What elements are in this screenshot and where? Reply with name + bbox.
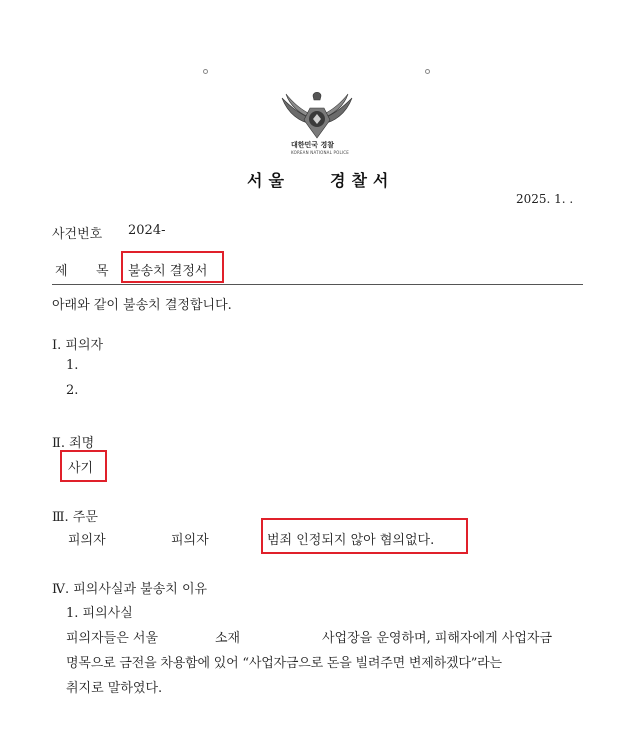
case-number-value: 2024- (128, 223, 166, 238)
subject-label-part2: 목 (96, 264, 109, 279)
section-1-heading: Ⅰ. 피의자 (52, 338, 104, 353)
document-date: 2025. 1. . (516, 192, 574, 206)
office-name-right: 경찰서 (330, 171, 395, 190)
highlight-box-charge (60, 450, 107, 482)
allegation-line-1b: 소재 (215, 631, 241, 646)
suspect-item-1: 1. (66, 358, 79, 373)
ruling-suspect-1: 피의자 (68, 533, 106, 548)
charge-value: 사기 (68, 461, 94, 476)
allegation-subheading: 1. 피의사실 (66, 606, 133, 621)
allegation-line-2: 명목으로 금전을 차용함에 있어 “사업자금으로 돈을 빌려주면 변제하겠다”라는 (66, 656, 502, 671)
emblem-english-text: KOREAN NATIONAL POLICE (291, 150, 349, 155)
office-name-left: 서울 (247, 171, 290, 190)
police-emblem-icon (280, 88, 354, 142)
ruling-text: 범죄 인정되지 않아 혐의없다. (267, 533, 435, 548)
divider-line (52, 284, 583, 285)
intro-text: 아래와 같이 불송치 결정합니다. (52, 298, 232, 313)
subject-label-part1: 제 (55, 264, 68, 279)
allegation-line-1c: 사업장을 운영하며, 피해자에게 사업자금 (322, 631, 553, 646)
case-number-label: 사건번호 (52, 227, 103, 242)
emblem-korean-text: 대한민국 경찰 (291, 141, 335, 149)
section-4-heading: Ⅳ. 피의사실과 불송치 이유 (52, 582, 208, 597)
highlight-box-ruling (261, 518, 468, 554)
highlight-box-subject (121, 251, 224, 283)
allegation-line-1a: 피의자들은 서울 (66, 631, 159, 646)
punch-dot-left (203, 69, 208, 74)
section-3-heading: Ⅲ. 주문 (52, 510, 98, 525)
ruling-suspect-2: 피의자 (171, 533, 209, 548)
suspect-item-2: 2. (66, 383, 79, 398)
subject-value: 불송치 결정서 (128, 264, 208, 279)
allegation-line-3: 취지로 말하였다. (66, 681, 163, 696)
punch-dot-right (425, 69, 430, 74)
section-2-heading: Ⅱ. 죄명 (52, 436, 95, 451)
